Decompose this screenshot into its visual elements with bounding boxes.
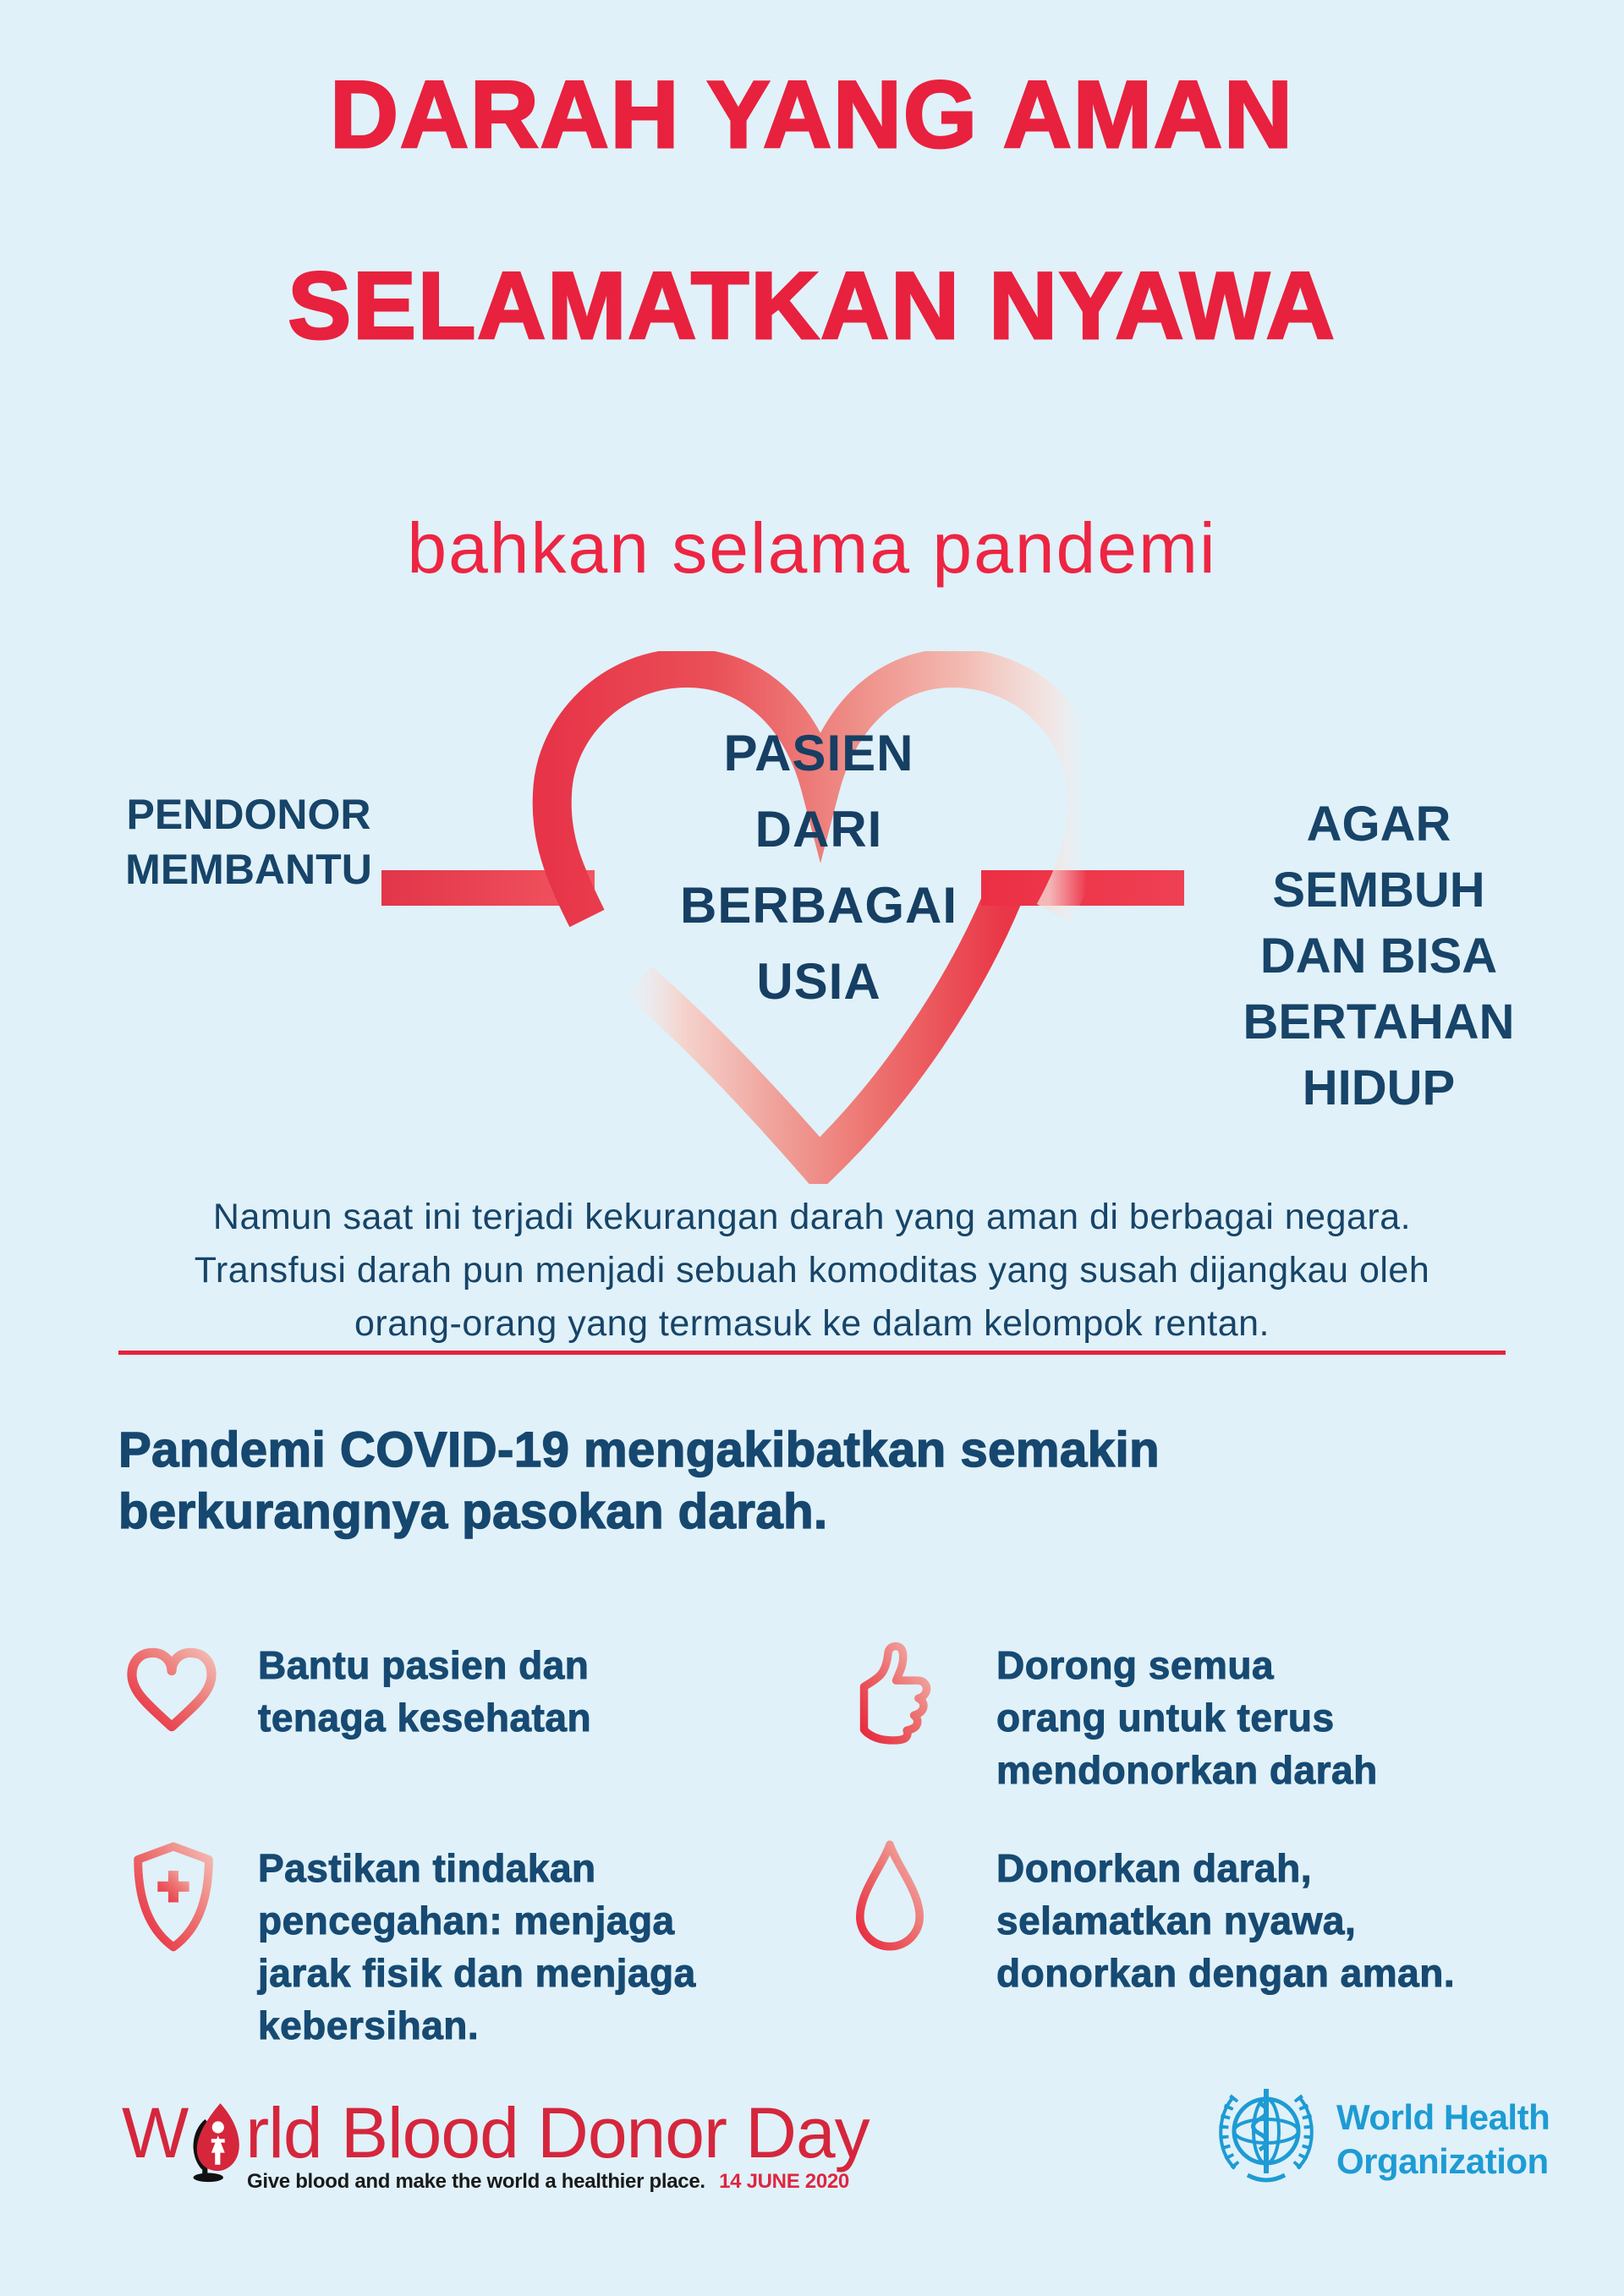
item-help-patients — [258, 1639, 816, 1744]
heart-outline-icon — [124, 1642, 219, 1737]
subtitle: bahkan selama pandemi — [407, 508, 1217, 588]
wbdd-tagline — [247, 2170, 849, 2194]
heart-center-line: BERBAGAI — [679, 877, 957, 934]
wbdd-tagline-text: Give blood and make the world a healthier place. — [247, 2170, 705, 2193]
who-emblem-icon — [1210, 2079, 1323, 2192]
who-logo-line: Organization — [1336, 2141, 1549, 2181]
item-line: orang untuk terus — [996, 1696, 1335, 1740]
who-logo-text — [1336, 2096, 1550, 2184]
heart-right-label-line: BERTAHAN — [1243, 995, 1515, 1049]
heart-right-label-line: SEMBUH — [1272, 863, 1485, 918]
shield-cross-icon — [127, 1840, 220, 1955]
item-line: mendonorkan darah — [996, 1748, 1378, 1792]
heart-left-label-line: MEMBANTU — [125, 846, 372, 893]
who-logo-line: World Health — [1336, 2097, 1550, 2137]
heart-right-label-line: AGAR — [1306, 797, 1451, 852]
title-line-1: DARAH YANG AMAN — [330, 62, 1294, 167]
item-line: Bantu pasien dan — [258, 1643, 590, 1687]
heart-right-label-line: HIDUP — [1302, 1060, 1456, 1115]
heart-center-line: DARI — [754, 801, 883, 858]
item-encourage-donation — [996, 1639, 1588, 1796]
item-line: selamatkan nyawa, — [996, 1899, 1357, 1943]
section-heading — [118, 1419, 1387, 1543]
wbdd-stand-base — [194, 2173, 223, 2183]
section-heading-line: berkurangnya pasokan darah. — [118, 1484, 828, 1539]
intro-line: Namun saat ini terjadi kekurangan darah yang aman di berbagai negara. — [212, 1197, 1412, 1237]
heart-left-label-line: PENDONOR — [126, 791, 371, 838]
intro-line: orang-orang yang termasuk ke dalam kelompok rentan. — [354, 1303, 1270, 1344]
intro-paragraph — [0, 1191, 1624, 1351]
wbdd-date: 14 JUNE 2020 — [719, 2170, 849, 2193]
wbdd-logo-rest: rld Blood Donor Day — [245, 2093, 870, 2173]
item-donate-safely — [996, 1842, 1605, 1999]
heart-right-label — [1210, 792, 1548, 1121]
wbdd-logo-w: W — [122, 2093, 189, 2173]
item-line: donorkan dengan aman. — [996, 1951, 1456, 1995]
heart-center-line: USIA — [756, 953, 881, 1010]
item-line: Donorkan darah, — [996, 1846, 1313, 1890]
title-line-2: SELAMATKAN NYAWA — [288, 253, 1336, 359]
thumbs-up-icon — [839, 1637, 937, 1751]
item-line: tenaga kesehatan — [258, 1696, 592, 1740]
blood-drop-icon — [849, 1837, 930, 1955]
item-line: jarak fisik dan menjaga — [258, 1951, 696, 1995]
section-heading-line: Pandemi COVID-19 mengakibatkan semakin — [118, 1422, 1160, 1477]
heart-center-line: PASIEN — [723, 725, 914, 781]
heart-right-label-line: DAN BISA — [1259, 929, 1498, 984]
red-divider-line — [118, 1351, 1506, 1355]
intro-line: Transfusi darah pun menjadi sebuah komoditas yang susah dijangkau oleh — [194, 1250, 1430, 1290]
item-prevention-measures — [258, 1842, 850, 2052]
heart-center-text — [607, 715, 1030, 1020]
item-line: Dorong semua — [996, 1643, 1275, 1687]
item-line: Pastikan tindakan — [258, 1846, 596, 1890]
wbdd-drop-person-icon — [190, 2092, 243, 2195]
item-line: kebersihan. — [258, 2003, 480, 2047]
item-line: pencegahan: menjaga — [258, 1899, 675, 1943]
heart-left-label — [117, 787, 381, 897]
